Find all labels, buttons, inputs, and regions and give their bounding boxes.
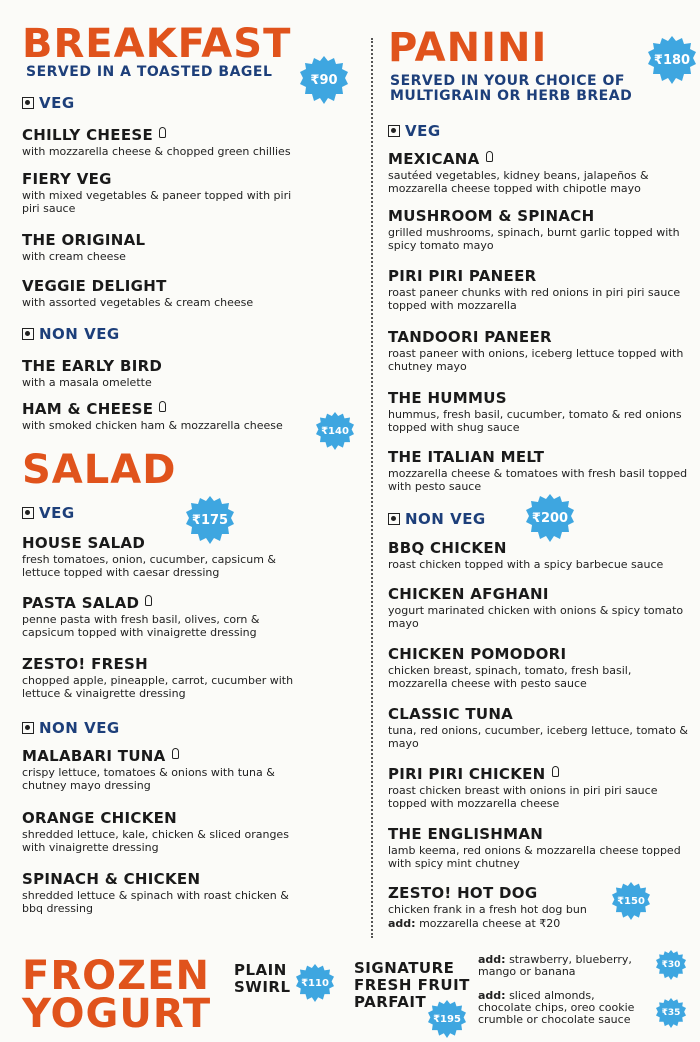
nonveg-icon <box>22 722 34 734</box>
chef-special-icon <box>159 401 166 412</box>
list-item: PIRI PIRI PANEER roast paneer chunks with red onions in piri piri sauce topped with mozzarella <box>388 267 681 312</box>
fruit-addon: add: strawberry, blueberry, mango or banana <box>478 953 632 978</box>
nonveg-icon <box>388 513 400 525</box>
list-item: THE HUMMUS hummus, fresh basil, cucumber, tomato & red onions topped with shug sauce <box>388 389 682 434</box>
chef-special-icon <box>172 748 179 759</box>
panini-veg-label: VEG <box>388 122 441 140</box>
panini-nonveg-label: NON VEG <box>388 510 486 528</box>
frozen-yogurt-title: FROZEN YOGURT <box>22 953 212 1037</box>
list-item: ORANGE CHICKEN shredded lettuce, kale, chicken & sliced oranges with vinaigrette dressing <box>22 809 289 854</box>
salad-nonveg-label: NON VEG <box>22 719 120 737</box>
list-item: THE ITALIAN MELT mozzarella cheese & tomatoes with fresh basil topped with pesto sauce <box>388 448 688 493</box>
veg-icon <box>388 125 400 137</box>
chef-special-icon <box>145 595 152 606</box>
breakfast-nonveg-price: ₹140 <box>321 425 349 437</box>
list-item: CHICKEN AFGHANI yogurt marinated chicken with onions & spicy tomato mayo <box>388 585 684 630</box>
hotdog-name: ZESTO! HOT DOG <box>388 884 538 902</box>
list-item: HOUSE SALAD fresh tomatoes, onion, cucumber, capsicum & lettuce topped with caesar dressing <box>22 534 276 579</box>
list-item: CHILLY CHEESE with mozzarella cheese & chopped green chillies <box>22 126 291 158</box>
panini-nonveg-price: ₹200 <box>531 510 569 526</box>
hotdog-desc: chicken frank in a fresh hot dog bun <box>388 903 587 916</box>
list-item: PIRI PIRI CHICKEN roast chicken breast with onions in piri piri sauce topped with mozzarella cheese <box>388 765 658 810</box>
plain-swirl-label: PLAIN SWIRL <box>234 961 291 996</box>
list-item: THE ENGLISHMAN lamb keema, red onions & mozzarella cheese topped with spicy mint chutney <box>388 825 681 870</box>
list-item: SPINACH & CHICKEN shredded lettuce & spinach with roast chicken & bbq dressing <box>22 870 289 915</box>
list-item: FIERY VEG with mixed vegetables & paneer topped with piri piri sauce <box>22 170 292 215</box>
list-item: THE EARLY BIRD with a masala omelette <box>22 357 163 389</box>
topping-addon-price-badge <box>656 998 686 1028</box>
panini-subtitle-2: MULTIGRAIN OR HERB BREAD <box>390 88 633 104</box>
hotdog-price-badge <box>612 882 650 920</box>
veg-icon <box>22 507 34 519</box>
panini-price-badge <box>648 36 696 84</box>
parfait-price: ₹195 <box>433 1013 461 1025</box>
parfait-label: SIGNATURE FRESH FRUIT PARFAIT <box>354 959 470 1011</box>
breakfast-price: ₹90 <box>310 72 338 88</box>
nonveg-icon <box>22 328 34 340</box>
topping-addon: add: sliced almonds, chocolate chips, oreo cookie crumble or chocolate sauce <box>478 989 635 1026</box>
list-item: MEXICANA sautéed vegetables, kidney beans, jalapeños & mozzarella cheese topped with chipotle mayo <box>388 150 649 195</box>
plain-swirl-price-badge <box>296 964 334 1002</box>
fruit-addon-price-badge <box>656 950 686 980</box>
breakfast-price-badge <box>300 56 348 104</box>
salad-price: ₹175 <box>191 512 229 528</box>
parfait-price-badge <box>428 1000 466 1038</box>
breakfast-nonveg-price-badge <box>316 412 354 450</box>
chef-special-icon <box>486 151 493 162</box>
list-item: CLASSIC TUNA tuna, red onions, cucumber, iceberg lettuce, tomato & mayo <box>388 705 688 750</box>
chef-special-icon <box>159 127 166 138</box>
salad-veg-label: VEG <box>22 504 75 522</box>
plain-swirl-price: ₹110 <box>301 977 329 989</box>
hotdog-price: ₹150 <box>617 895 645 907</box>
hotdog-addon: mozzarella cheese at ₹20 <box>419 917 561 930</box>
topping-addon-price: ₹35 <box>661 1008 681 1018</box>
list-item: MALABARI TUNA crispy lettuce, tomatoes & onions with tuna & chutney mayo dressing <box>22 747 275 792</box>
breakfast-nonveg-label: NON VEG <box>22 325 120 343</box>
breakfast-subtitle: SERVED IN A TOASTED BAGEL <box>26 64 273 80</box>
list-item: THE ORIGINAL with cream cheese <box>22 231 146 263</box>
list-item: PASTA SALAD penne pasta with fresh basil, olives, corn & capsicum topped with vinaigrette dressing <box>22 594 260 639</box>
hotdog-item: ZESTO! HOT DOG chicken frank in a fresh hot dog bun add: mozzarella cheese at ₹20 <box>388 884 638 930</box>
breakfast-title: BREAKFAST <box>22 21 292 67</box>
list-item: HAM & CHEESE with smoked chicken ham & mozzarella cheese <box>22 400 283 432</box>
breakfast-veg-label: VEG <box>22 94 75 112</box>
list-item: ZESTO! FRESH chopped apple, pineapple, carrot, cucumber with lettuce & vinaigrette dressing <box>22 655 294 700</box>
list-item: BBQ CHICKEN roast chicken topped with a spicy barbecue sauce <box>388 539 664 571</box>
list-item: VEGGIE DELIGHT with assorted vegetables & cream cheese <box>22 277 254 309</box>
panini-subtitle-1: SERVED IN YOUR CHOICE OF <box>390 73 625 89</box>
list-item: CHICKEN POMODORI chicken breast, spinach, tomato, fresh basil, mozzarella cheese with pesto sauce <box>388 645 632 690</box>
fruit-addon-price: ₹30 <box>661 960 681 970</box>
list-item: MUSHROOM & SPINACH grilled mushrooms, spinach, burnt garlic topped with spicy tomato mayo <box>388 207 680 252</box>
column-divider <box>371 38 373 938</box>
list-item: TANDOORI PANEER roast paneer with onions, iceberg lettuce topped with chutney mayo <box>388 328 684 373</box>
panini-price: ₹180 <box>653 52 691 68</box>
veg-icon <box>22 97 34 109</box>
panini-title: PANINI <box>388 25 548 71</box>
panini-nonveg-price-badge <box>526 494 574 542</box>
salad-title: SALAD <box>22 447 177 493</box>
chef-special-icon <box>552 766 559 777</box>
